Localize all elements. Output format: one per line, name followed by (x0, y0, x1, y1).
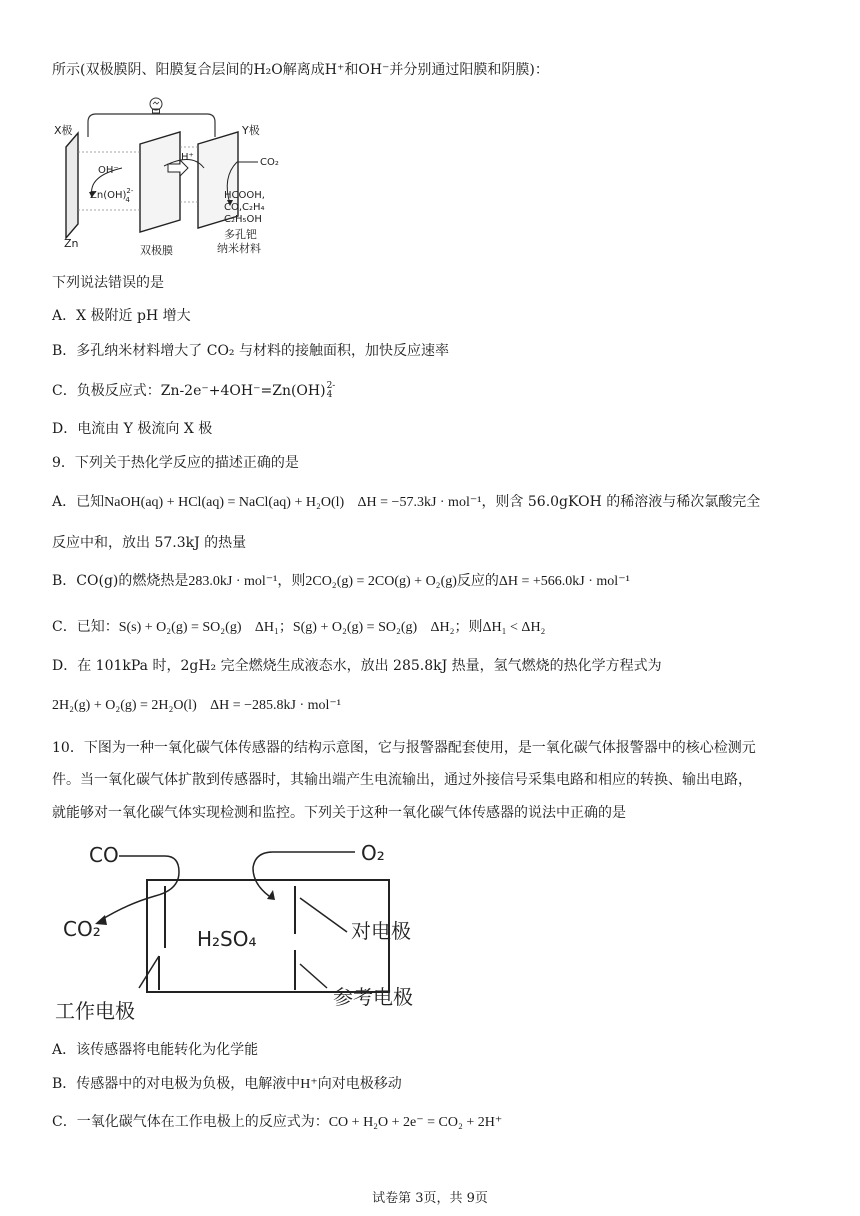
q9-option-b: B．CO(g)的燃烧热是283.0kJ · mol⁻¹，则2CO₂(g) = 2CO(g) + O₂(g)反应的ΔH = +566.0kJ · mol⁻¹ (52, 573, 630, 589)
co-label: CO (89, 843, 119, 867)
pd-label-line-1: 多孔钯 (224, 228, 257, 241)
bipolar-membrane-plate (140, 132, 180, 232)
product-line-3: C₂H₅OH (224, 214, 262, 225)
zn-electrode-plate (66, 133, 78, 238)
co2-label: CO₂ (260, 157, 279, 168)
q8-stem: 下列说法错误的是 (52, 275, 164, 291)
o2-label: O₂ (361, 841, 385, 865)
q9-option-d-equation: 2H₂(g) + O₂(g) = 2H₂O(l) ΔH = −285.8kJ · mol⁻¹ (52, 698, 341, 713)
page-footer: 试卷第 3页，共 9页 (372, 1191, 488, 1206)
q8-option-a: A．X 极附近 pH 增大 (52, 308, 191, 324)
intro-text: 所示(双极膜阴、阳膜复合层间的H₂O解离成H⁺和OH⁻并分别通过阳膜和阴膜)： (52, 62, 549, 78)
q9-option-a-cont: 反应中和，放出 57.3kJ 的热量 (52, 535, 247, 551)
product-line-2: CO,C₂H₄ (224, 202, 265, 213)
external-wire (88, 114, 215, 137)
zn-label: Zn (64, 237, 79, 250)
q10-option-b: B．传感器中的对电极为负极，电解液中H⁺向对电极移动 (52, 1076, 402, 1092)
bulb-icon (150, 98, 162, 113)
q9-option-a: A．已知NaOH(aq) + HCl(aq) = NaCl(aq) + H₂O(l) ΔH = −57.3kJ · mol⁻¹，则含 56.0gKOH 的稀溶液与稀次氯酸完全 (52, 494, 761, 510)
zn-oh-label: Zn(OH)$^{2-}$4 (90, 187, 134, 204)
q9-option-d: D．在 101kPa 时，2gH₂ 完全燃烧生成液态水，放出 285.8kJ 热量，氢气燃烧的热化学方程式为 (52, 658, 662, 674)
q10-stem-line-2: 件。当一氧化碳气体扩散到传感器时，其输出端产生电流输出，通过外接信号采集电路和相应的转换、输出电路， (52, 772, 752, 788)
x-electrode-label: X极 (54, 124, 73, 137)
q8-option-b: B．多孔纳米材料增大了 CO₂ 与材料的接触面积，加快反应速率 (52, 343, 449, 359)
electrolyte-label: H₂SO₄ (197, 927, 257, 951)
q10-option-c: C．一氧化碳气体在工作电极上的反应式为：CO + H₂O + 2e⁻ = CO₂ + 2H⁺ (52, 1114, 503, 1130)
q9-option-c: C．已知：S(s) + O₂(g) = SO₂(g) ΔH₁；S(g) + O₂(g) = SO₂(g) ΔH₂；则ΔH₁ < ΔH₂ (52, 619, 546, 635)
pd-label-line-2: 纳米材料 (217, 242, 261, 255)
co2-label: CO₂ (63, 917, 101, 941)
q9-stem: 9．下列关于热化学反应的描述正确的是 (52, 455, 299, 471)
figure-bipolar-membrane-cell (52, 92, 292, 262)
working-electrode-label: 工作电极 (55, 999, 135, 1023)
q10-option-a: A．该传感器将电能转化为化学能 (52, 1042, 259, 1058)
q10-stem-line-3: 就能够对一氧化碳气体实现检测和监控。下列关于这种一氧化碳气体传感器的说法中正确的是 (52, 805, 626, 821)
product-line-1: HCOOH, (224, 190, 265, 201)
h-label: H⁺ (181, 152, 194, 163)
counter-electrode-label: 对电极 (351, 919, 411, 943)
y-electrode-label: Y极 (242, 124, 260, 137)
q8-option-d: D．电流由 Y 极流向 X 极 (52, 421, 213, 437)
membrane-label: 双极膜 (140, 244, 173, 257)
figure-co-sensor (55, 838, 455, 1028)
oh-label: OH⁻ (98, 165, 119, 176)
q8-option-c: C．负极反应式：Zn-2e⁻+4OH⁻=Zn(OH) 2- 4 (52, 381, 336, 400)
q10-stem-line-1: 10．下图为一种一氧化碳气体传感器的结构示意图，它与报警器配套使用，是一氧化碳气体报警器中的核心检测元 (52, 740, 756, 756)
reference-electrode-label: 参考电极 (333, 985, 413, 1009)
